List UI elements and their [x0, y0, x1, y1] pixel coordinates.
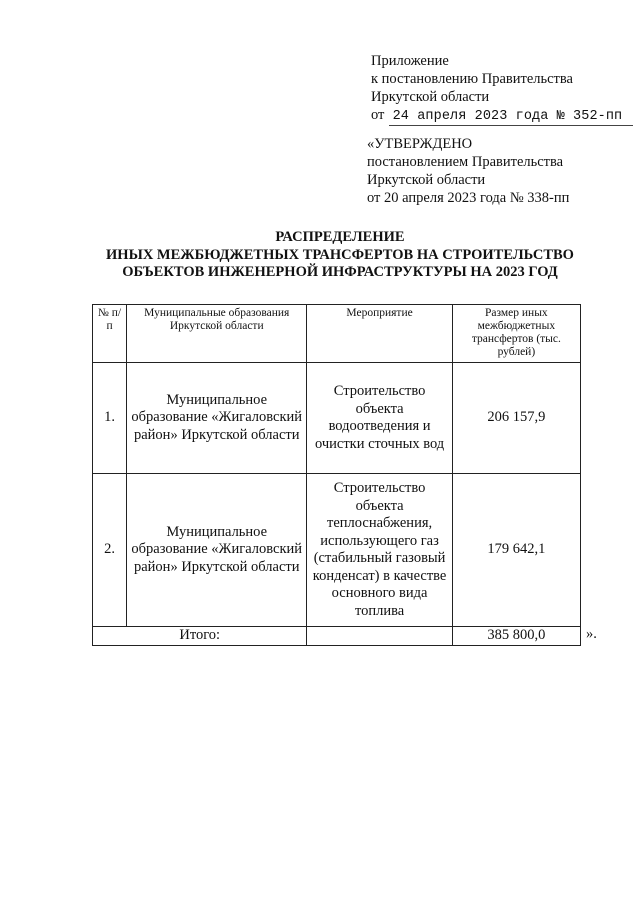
row-amount: 206 157,9	[452, 363, 580, 474]
date-prefix: от	[371, 107, 385, 123]
row-measure: Строительство объекта водоотведения и очистки сточных вод	[307, 363, 452, 474]
table-row	[93, 474, 581, 627]
distribution-table	[92, 304, 581, 646]
row-municipality: Муниципальное образование «Жигаловский район» Иркутской области	[127, 474, 307, 627]
title-line: ОБЪЕКТОВ ИНЖЕНЕРНОЙ ИНФРАСТРУКТУРЫ НА 2023 ГОД	[122, 264, 558, 280]
approval-line: «УТВЕРЖДЕНО	[367, 136, 473, 152]
header-measure: Мероприятие	[307, 305, 452, 363]
total-empty-cell	[307, 627, 452, 646]
table-header-row	[93, 305, 581, 363]
approval-line: постановлением Правительства	[367, 154, 564, 170]
row-num: 2.	[93, 474, 127, 627]
title-line: РАСПРЕДЕЛЕНИЕ	[275, 229, 405, 245]
total-amount: 385 800,0	[452, 627, 580, 646]
title-line: ИНЫХ МЕЖБЮДЖЕТНЫХ ТРАНСФЕРТОВ НА СТРОИТЕЛЬСТВО	[106, 246, 574, 263]
appendix-line: Приложение	[371, 53, 449, 69]
total-label: Итого:	[93, 627, 307, 646]
approval-line: Иркутской области	[367, 172, 486, 188]
row-municipality: Муниципальное образование «Жигаловский район» Иркутской области	[127, 363, 307, 474]
row-amount: 179 642,1	[452, 474, 580, 627]
approval-stamp	[367, 135, 633, 207]
appendix-header	[371, 52, 637, 126]
appendix-line: к постановлению Правительства	[371, 71, 573, 87]
approval-line: от 20 апреля 2023 года № 338-пп	[367, 190, 570, 206]
header-amount: Размер иных межбюджетных трансфертов (тыс. рублей)	[452, 305, 580, 363]
closing-quote: ».	[586, 626, 597, 642]
header-municipality: Муниципальные образования Иркутской области	[127, 305, 307, 363]
appendix-line: Иркутской области	[371, 89, 490, 105]
row-num: 1.	[93, 363, 127, 474]
header-num: № п/п	[93, 305, 127, 363]
row-measure: Строительство объекта теплоснабжения, использующего газ (стабильный газовый конденсат) в качестве основного вида топлива	[307, 474, 452, 627]
date-underline	[389, 125, 633, 126]
table-row	[93, 363, 581, 474]
document-title	[80, 229, 600, 282]
table-total-row	[93, 627, 581, 646]
typed-date: 24 апреля 2023 года № 352-пп	[384, 109, 623, 124]
appendix-date-line	[371, 106, 637, 126]
